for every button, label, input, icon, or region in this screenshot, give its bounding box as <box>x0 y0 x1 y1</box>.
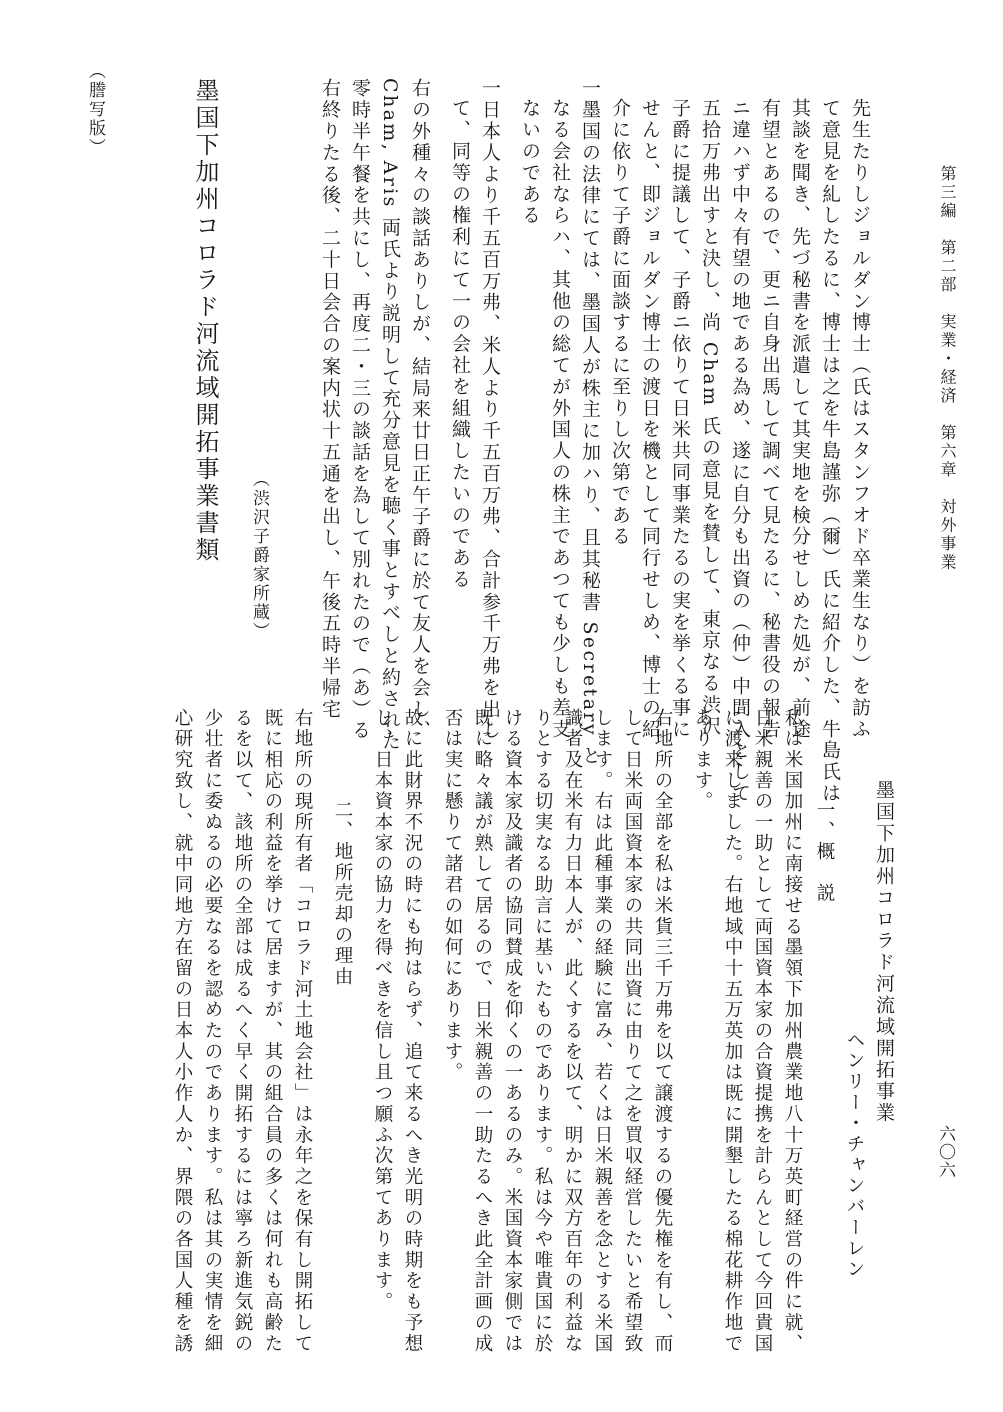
author-line: ヘンリー・チャンバーレン <box>844 1030 865 1281</box>
upper-line: 有望とあるので、更ニ自身出馬して調べて見たるに、秘書役の報告 <box>759 98 781 740</box>
lower-line: 既に相応の利益を挙けて居ますが、其の組合員の多くは何れも高齢た <box>262 708 283 1355</box>
upper-line: ないのである <box>519 98 541 227</box>
lower-line: 私は米国加州に南接せる墨領下加州農業地八十万英町経営の件に就、 <box>782 708 803 1355</box>
lower-line: 既に略々議が熟して居るので、日米親善の一助たるへき此全計画の成 <box>472 708 493 1355</box>
lower-line: します。右は此種事業の経験に富み、若くは日米親善を念とする米国 <box>592 708 613 1355</box>
lower-line: に渡来しました。右地域中十五万英加は既に開墾したる棉花耕作地で <box>722 708 743 1355</box>
lower-line: 右地所の現所有者「コロラド河土地会社」は永年之を保有し開拓して <box>292 708 313 1355</box>
upper-line: 五拾万弗出すと決し、尚 Cham 氏の意見を賛して、東京なる渋沢 <box>699 98 721 737</box>
lower-line: 少壮者に委ぬるの必要なるを認めたのであります。私は其の実情を細 <box>202 708 223 1355</box>
upper-line: 其談を聞き、先づ秘書を派遣して其実地を検分せしめた処が、前途 <box>789 98 811 740</box>
upper-line: 先生たりしジョルダン博士（氏はスタンフオド卒業生なり）を訪ふ <box>849 98 871 740</box>
page-number: 六〇六 <box>935 1125 955 1179</box>
lower-line: りとする切実なる助言に基いたものであります。私は今や唯貴国に於 <box>532 708 553 1355</box>
lower-line: 故に此財界不況の時にも拘はらず、追て来るへき光明の時期をも予想 <box>402 708 423 1355</box>
upper-line: ニ違ハず中々有望の地である為め、遂に自分も出資の（仲）中間入として <box>729 98 751 805</box>
upper-line: Cham, Aris 両氏より説明して充分意見を聴く事とすべしと約された <box>379 78 401 753</box>
lower-line: 否は実に懸りて諸君の如何にあります。 <box>442 708 463 1084</box>
lower-line: 識者及在米有力日本人が、此くするを以て、明かに双方百年の利益な <box>562 708 583 1355</box>
upper-line: 右の外種々の談話ありしが、結局来廿日正午子爵に於て友人を会し、 <box>409 78 431 742</box>
upper-line: 子爵に提議して、子爵ニ依りて日米共同事業たるの実を挙くる事に <box>669 98 691 740</box>
running-head: 第三編 第二部 実業・経済 第六章 対外事業 <box>938 165 957 572</box>
lower-line: 心研究致し、就中同地方在留の日本人小作人か、界隈の各国人種を誘 <box>172 708 193 1355</box>
upper-line: て意見を糺したるに、博士は之を牛島謹弥（爾）氏に紹介した、牛島氏は <box>819 98 841 805</box>
upper-line: なる会社ならハ、其他の総てが外国人の株主であつても少しも差支 <box>549 98 571 740</box>
upper-line: 一日本人より千五百万弗、米人より千五百万弗、合計参千万弗を出し <box>479 78 501 742</box>
lower-line: し、日本資本家の協力を得べきを信し且つ願ふ次第てあります。 <box>372 708 393 1313</box>
subheading: 一、概 説 <box>814 800 835 905</box>
upper-line: 一墨国の法律にては、墨国人が株主に加ハり、且其秘書 Secretary と <box>579 78 601 767</box>
upper-line: 右終りたる後、二十日会合の案内状十五通を出し、午後五時半帰宅 <box>319 78 341 720</box>
lower-line: 日米親善の一助として両国資本家の合資提携を計らんとして今回貴国 <box>752 708 773 1355</box>
upper-line: て、同等の権利にて一の会社を組織したいのである <box>449 98 471 591</box>
lower-line: あります。 <box>692 708 713 813</box>
upper-line: 零時半午餐を共にし、再度二・三の談話を為して別れたので（あ）る <box>349 78 371 742</box>
document-title: 墨国下加州コロラド河流域開拓事業書類 <box>191 78 219 564</box>
upper-line: 介に依りて子爵に面談するに至りし次第である <box>609 98 631 548</box>
upper-line: せんと、即ジョルダン博士の渡日を機として同行せしめ、博士の紹 <box>639 98 661 740</box>
lower-line: ける資本家及識者の協同賛成を仰くの一あるのみ。米国資本家側では <box>502 708 523 1355</box>
section-heading: 墨国下加州コロラド河流域開拓事業 <box>873 780 895 1124</box>
subheading: 二、地所売却の理由 <box>332 800 353 988</box>
lower-line: るを以て、該地所の全部は成るへく早く開拓するには寧ろ新進気鋭の <box>232 708 253 1355</box>
lower-line: して日米両国資本家の共同出資に由りて之を買収経営したいと希望致 <box>622 708 643 1355</box>
lower-line: 右地所の全部を私は米貨三千万弗を以て譲渡するの優先権を有し、而 <box>652 708 673 1355</box>
source-note: （渋沢子爵家所蔵） <box>249 470 269 641</box>
format-note: （謄写版） <box>85 62 105 157</box>
